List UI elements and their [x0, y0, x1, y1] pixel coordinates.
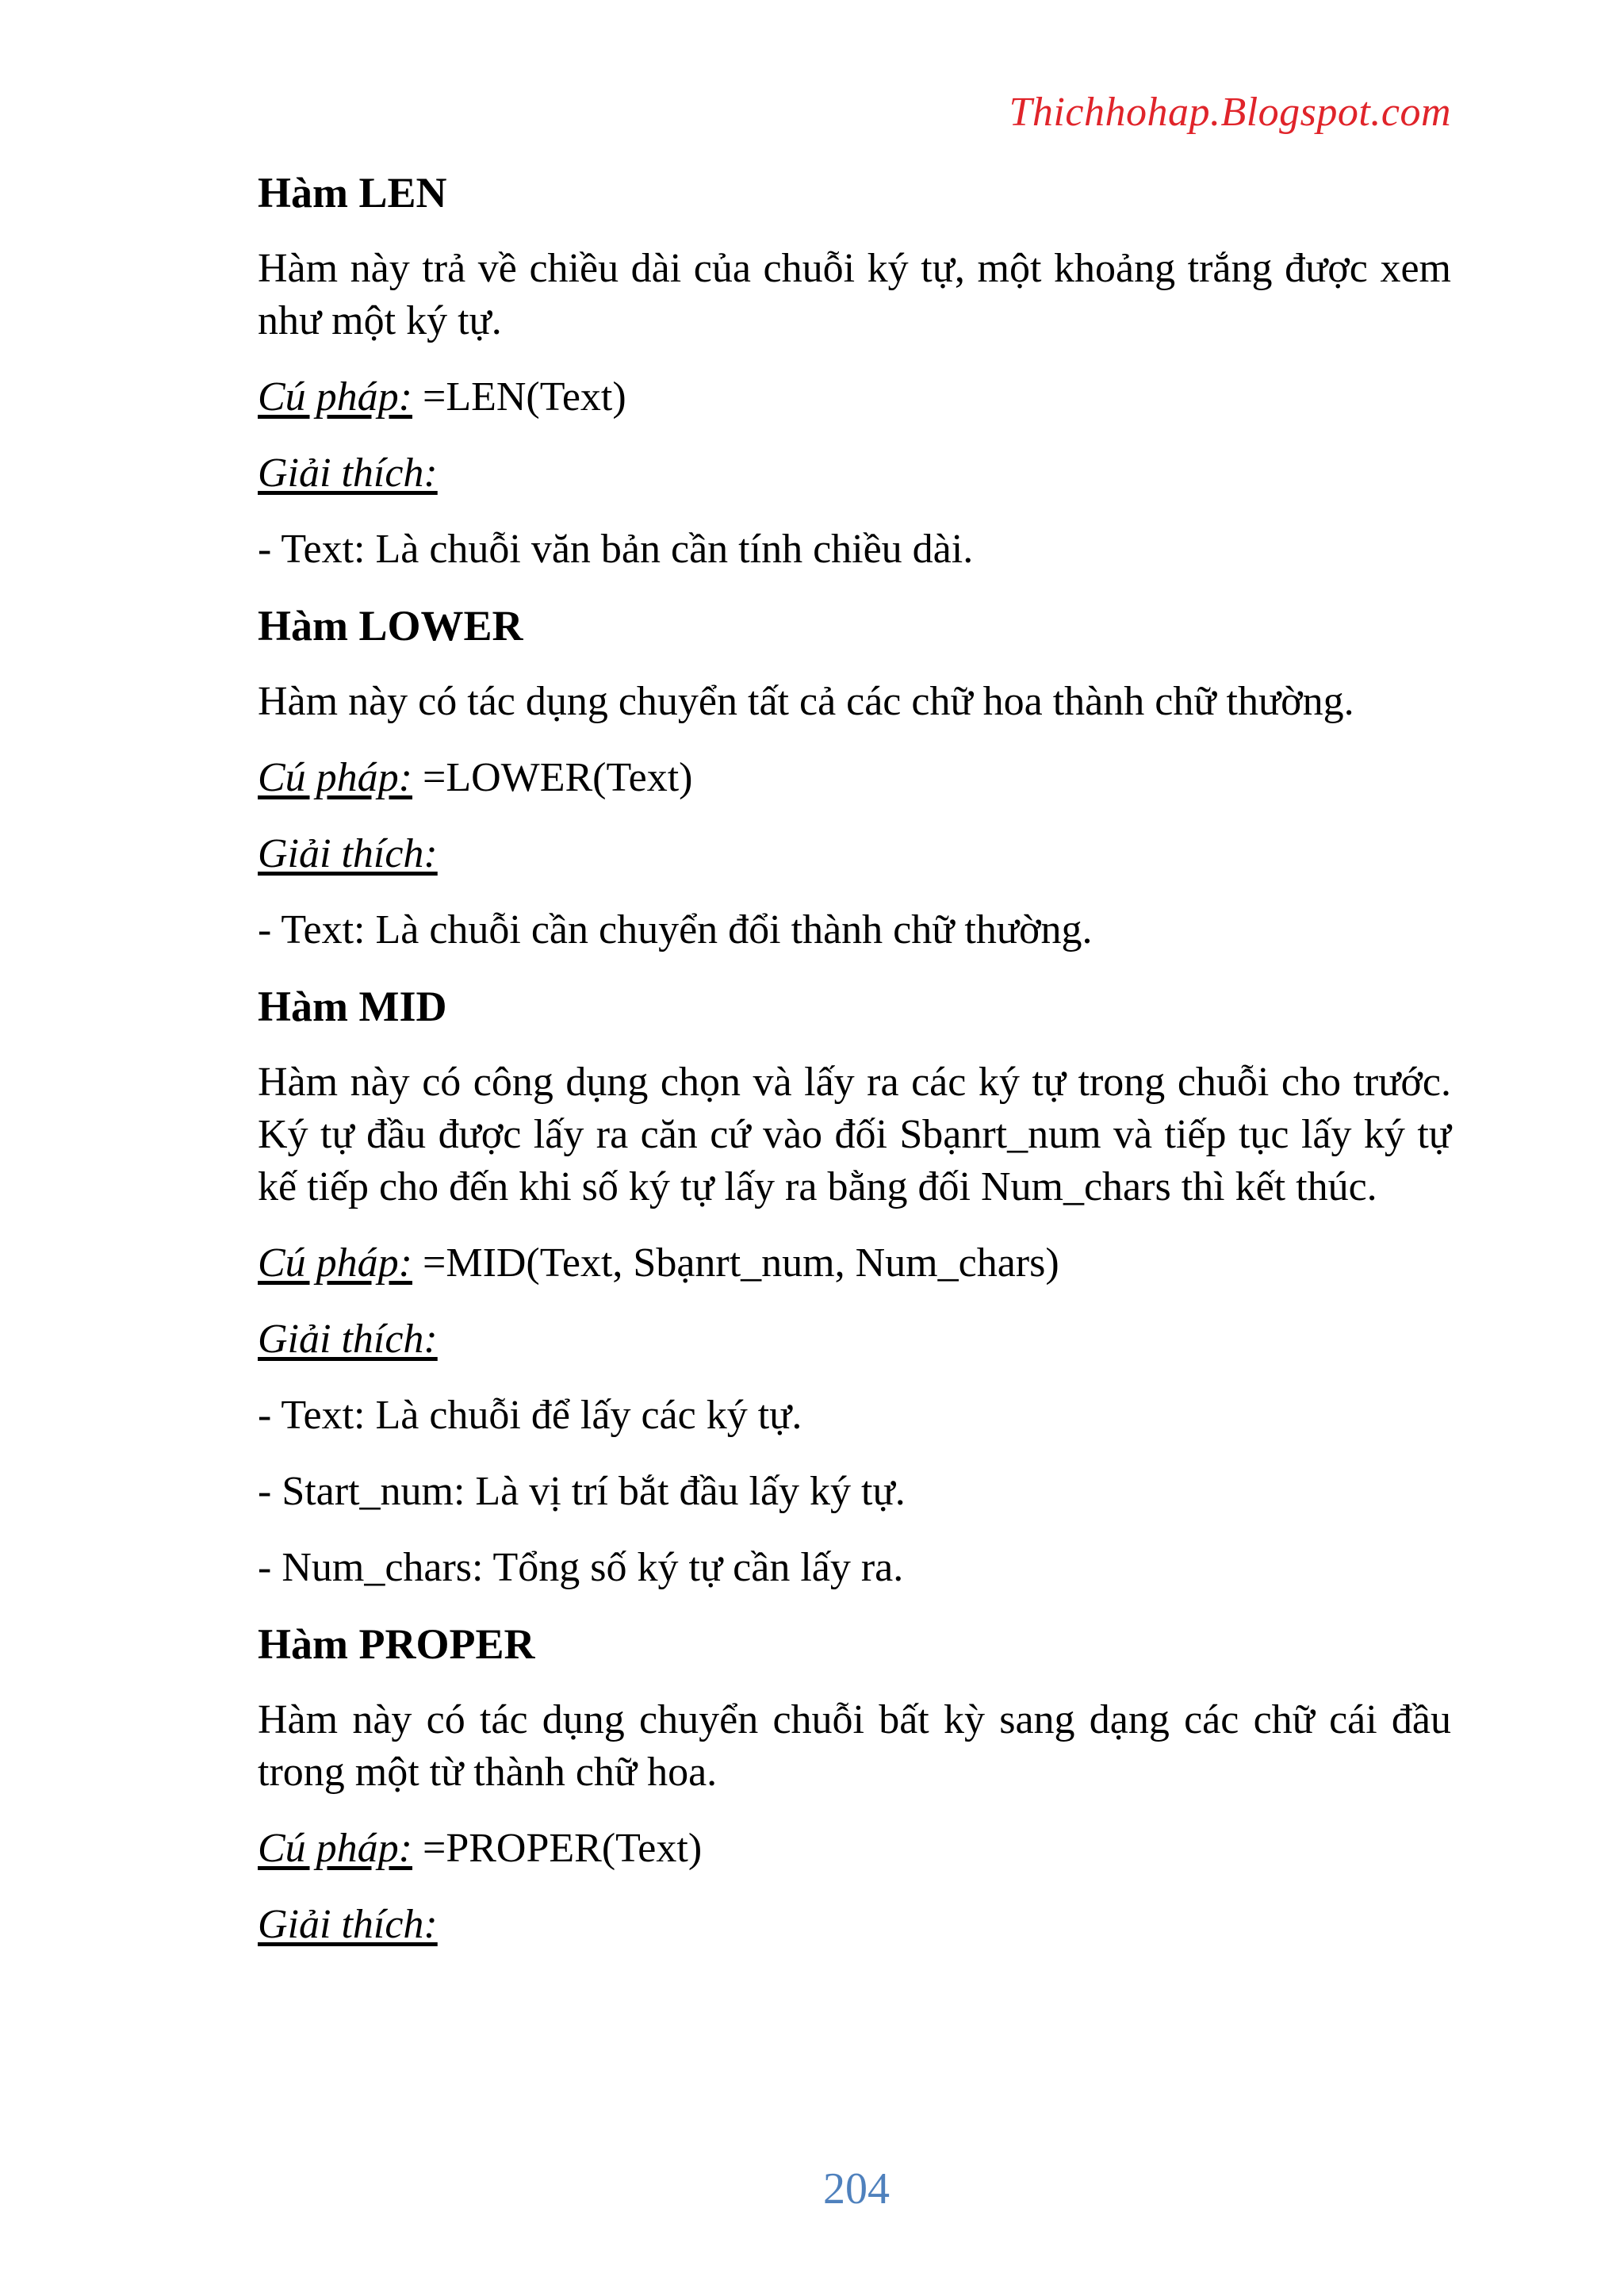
- syntax-formula: =LOWER(Text): [412, 755, 693, 800]
- explain-label: Giải thích:: [258, 1902, 438, 1947]
- syntax-mid: [258, 1237, 1451, 1290]
- description-proper: Hàm này có tác dụng chuyển chuỗi bất kỳ sang dạng các chữ cái đầu trong một từ thành chữ hoa.: [258, 1697, 1451, 1795]
- explain-label: Giải thích:: [258, 831, 438, 876]
- syntax-formula: =PROPER(Text): [412, 1826, 703, 1871]
- heading-proper: Hàm PROPER: [258, 1620, 535, 1668]
- syntax-proper: [258, 1823, 1451, 1875]
- heading-mid: Hàm MID: [258, 983, 447, 1030]
- page-number: 204: [823, 2164, 890, 2214]
- syntax-len: [258, 371, 1451, 424]
- explain-mid: [258, 1313, 1451, 1366]
- arg-mid-start-num: - Start_num: Là vị trí bắt đầu lấy ký tự.: [258, 1469, 906, 1514]
- heading-len: Hàm LEN: [258, 169, 447, 217]
- syntax-label: Cú pháp:: [258, 1826, 412, 1871]
- syntax-label: Cú pháp:: [258, 755, 412, 800]
- explain-label: Giải thích:: [258, 1317, 438, 1362]
- explain-len: [258, 447, 1451, 500]
- explain-proper: [258, 1899, 1451, 1951]
- arg-mid-text: - Text: Là chuỗi để lấy các ký tự.: [258, 1393, 802, 1438]
- page-content: [258, 167, 1451, 1975]
- description-lower: Hàm này có tác dụng chuyển tất cả các chữ hoa thành chữ thường.: [258, 679, 1354, 724]
- syntax-lower: [258, 752, 1451, 804]
- heading-lower: Hàm LOWER: [258, 602, 523, 650]
- arg-lower-text: - Text: Là chuỗi cần chuyển đổi thành chữ thường.: [258, 907, 1093, 953]
- description-mid: Hàm này có công dụng chọn và lấy ra các ký tự trong chuỗi cho trước. Ký tự đầu được lấy ra căn cứ vào đối Sbạnrt_num và tiếp tục lấy ký tự kế tiếp cho đến khi số ký tự lấy ra bằng đối Num_chars thì kết thúc.: [258, 1060, 1451, 1209]
- syntax-formula: =MID(Text, Sbạnrt_num, Num_chars): [412, 1240, 1059, 1286]
- explain-label: Giải thích:: [258, 450, 438, 496]
- syntax-label: Cú pháp:: [258, 1240, 412, 1286]
- site-header-link[interactable]: Thichhohap.Blogspot.com: [1009, 90, 1451, 135]
- explain-lower: [258, 828, 1451, 880]
- syntax-label: Cú pháp:: [258, 374, 412, 420]
- syntax-formula: =LEN(Text): [412, 374, 626, 420]
- description-len: Hàm này trả về chiều dài của chuỗi ký tự, một khoảng trắng được xem như một ký tự.: [258, 246, 1451, 343]
- arg-mid-num-chars: - Num_chars: Tổng số ký tự cần lấy ra.: [258, 1545, 904, 1590]
- arg-len-text: - Text: Là chuỗi văn bản cần tính chiều dài.: [258, 527, 974, 572]
